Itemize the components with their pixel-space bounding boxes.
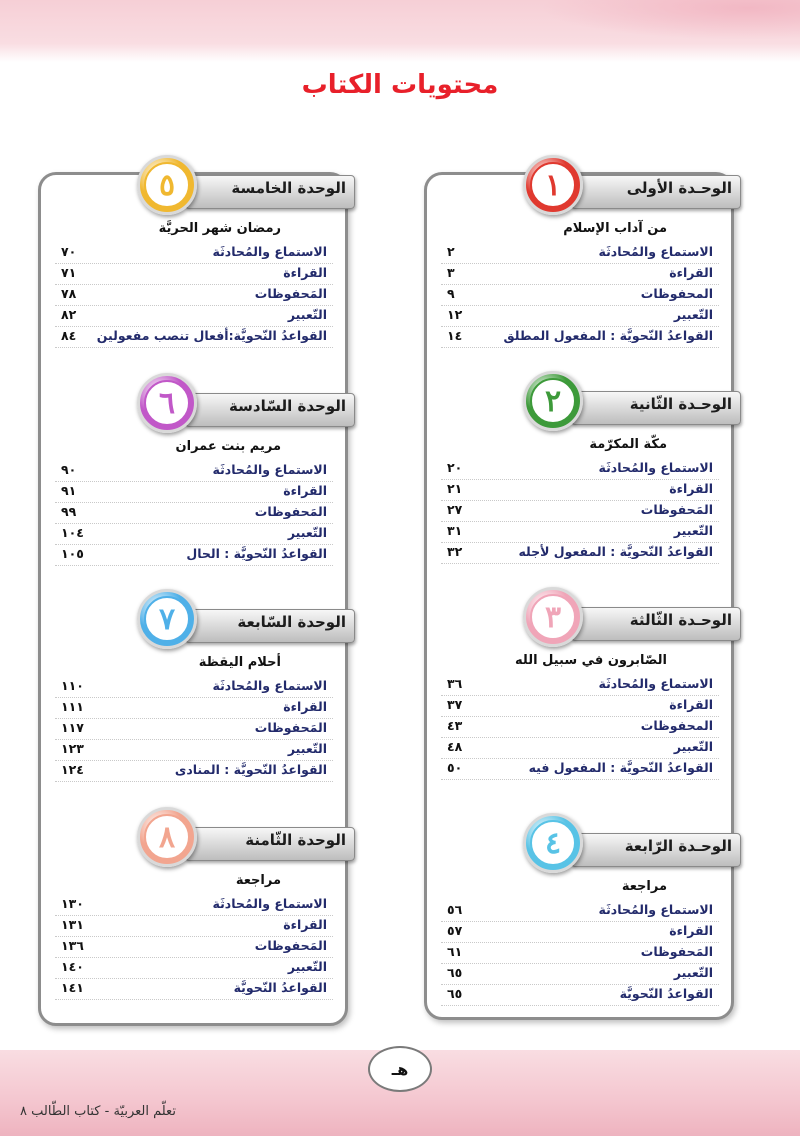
lesson-label: القراءة — [669, 697, 713, 712]
lesson-page: ٥٦ — [447, 902, 463, 917]
unit-theme: أحلام اليقظة — [198, 655, 281, 670]
lesson-page: ٧٠ — [61, 244, 77, 259]
lesson-label: القواعدُ النّحويَّة : المفعول المطلق — [503, 328, 713, 343]
unit-number-badge — [137, 155, 197, 215]
lesson-label: القواعدُ النّحويَّة — [619, 986, 713, 1001]
lesson-page: ٨٢ — [61, 307, 77, 322]
lesson-page: ٦١ — [447, 944, 463, 959]
lesson-row — [55, 306, 333, 327]
lesson-page: ١٣٠ — [61, 896, 84, 911]
unit-theme: من آداب الإسلام — [563, 221, 667, 236]
top-decorative-band — [0, 0, 800, 62]
lesson-label: القواعدُ النّحويَّة : المنادى — [174, 762, 327, 777]
lesson-page: ٢٧ — [447, 502, 463, 517]
lesson-label: التّعبير — [287, 959, 327, 974]
lesson-row — [441, 985, 719, 1006]
unit-header — [571, 175, 741, 209]
lesson-row — [55, 503, 333, 524]
lesson-label: القراءة — [283, 699, 327, 714]
lesson-label: القواعدُ النّحويَّة : الحال — [186, 546, 327, 561]
book-footer: تعلّم العربيّة - كتاب الطّالب ٨ — [20, 1104, 176, 1119]
lesson-page: ١٠٤ — [61, 525, 84, 540]
lesson-row — [441, 696, 719, 717]
lesson-label: التّعبير — [287, 307, 327, 322]
unit-theme: مريم بنت عمران — [175, 439, 281, 454]
lesson-label: الاستماع والمُحادثَة — [598, 902, 713, 917]
lesson-page: ١٤ — [447, 328, 463, 343]
lesson-list — [441, 675, 719, 780]
lesson-page: ١٣٦ — [61, 938, 84, 953]
lesson-row — [55, 761, 333, 782]
lesson-page: ٣٢ — [447, 544, 463, 559]
lesson-row — [55, 719, 333, 740]
page-title: محتويات الكتاب — [301, 70, 499, 100]
unit-header — [571, 607, 741, 641]
unit-header — [571, 391, 741, 425]
lesson-page: ١٠٥ — [61, 546, 84, 561]
lesson-page: ١١٠ — [61, 678, 84, 693]
lesson-row — [441, 243, 719, 264]
lesson-row — [441, 759, 719, 780]
lesson-page: ٦٥ — [447, 986, 463, 1001]
page-number: هـ — [368, 1046, 432, 1092]
lesson-page: ٥٧ — [447, 923, 463, 938]
lesson-page: ٩٠ — [61, 462, 77, 477]
lesson-page: ٧٨ — [61, 286, 77, 301]
lesson-label: القواعدُ النّحويَّة : المفعول لأجله — [518, 544, 713, 559]
lesson-row — [55, 740, 333, 761]
lesson-row — [55, 895, 333, 916]
lesson-label: المَحفوظات — [640, 944, 713, 959]
lesson-label: الاستماع والمُحادثَة — [212, 896, 327, 911]
lesson-page: ٣٧ — [447, 697, 463, 712]
lesson-row — [441, 943, 719, 964]
lesson-label: التّعبير — [287, 525, 327, 540]
unit-title: الوحـدة الرّابعة — [624, 837, 732, 855]
lesson-row — [55, 264, 333, 285]
lesson-list — [55, 895, 333, 1000]
unit-number-badge — [137, 373, 197, 433]
lesson-row — [441, 459, 719, 480]
lesson-label: القراءة — [283, 483, 327, 498]
unit-number-badge — [523, 587, 583, 647]
lesson-label: المحفوظات — [640, 718, 713, 733]
lesson-list — [441, 901, 719, 1006]
lesson-row — [55, 937, 333, 958]
unit-number-badge — [523, 155, 583, 215]
lesson-row — [441, 717, 719, 738]
lesson-row — [441, 922, 719, 943]
lesson-page: ٣ — [447, 265, 455, 280]
unit-title: الوحدة الثّامنة — [245, 831, 346, 849]
toc-column-left — [38, 167, 348, 1026]
unit-theme: مراجعة — [235, 873, 281, 888]
lesson-page: ٤٣ — [447, 718, 463, 733]
lesson-label: الاستماع والمُحادثَة — [598, 460, 713, 475]
unit-number: ٣ — [530, 594, 576, 640]
lesson-label: القواعدُ النّحويَّة:أفعال تنصب مفعولين — [96, 328, 327, 343]
unit-number: ٢ — [530, 378, 576, 424]
unit-number-badge — [523, 813, 583, 873]
lesson-label: القراءة — [283, 265, 327, 280]
unit-title: الوحدة السّابعة — [237, 613, 346, 631]
lesson-page: ١٢ — [447, 307, 463, 322]
unit-header — [571, 833, 741, 867]
lesson-label: التّعبير — [673, 965, 713, 980]
unit-number: ٨ — [144, 814, 190, 860]
lesson-list — [441, 243, 719, 348]
lesson-page: ٩ — [447, 286, 455, 301]
lesson-page: ٦٥ — [447, 965, 463, 980]
lesson-label: المَحفوظات — [254, 720, 327, 735]
unit-number: ١ — [530, 162, 576, 208]
lesson-label: المَحفوظات — [640, 502, 713, 517]
lesson-row — [55, 958, 333, 979]
lesson-row — [55, 285, 333, 306]
lesson-page: ١١١ — [61, 699, 84, 714]
unit-title: الوحدة السّادسة — [229, 397, 346, 415]
lesson-row — [55, 545, 333, 566]
lesson-label: المَحفوظات — [254, 504, 327, 519]
unit-header — [185, 827, 355, 861]
lesson-row — [55, 979, 333, 1000]
lesson-page: ١٤٠ — [61, 959, 84, 974]
unit-theme: مكّة المكرّمة — [589, 437, 667, 452]
lesson-list — [55, 677, 333, 782]
unit-header — [185, 609, 355, 643]
lesson-row — [441, 501, 719, 522]
lesson-page: ١٢٣ — [61, 741, 84, 756]
lesson-page: ٣١ — [447, 523, 463, 538]
lesson-page: ١١٧ — [61, 720, 84, 735]
lesson-row — [441, 964, 719, 985]
lesson-page: ٢١ — [447, 481, 463, 496]
lesson-row — [441, 675, 719, 696]
lesson-row — [441, 327, 719, 348]
lesson-label: التّعبير — [673, 307, 713, 322]
unit-title: الوحـدة الثّانية — [629, 395, 732, 413]
lesson-label: القواعدُ النّحويَّة : المفعول فيه — [528, 760, 713, 775]
lesson-row — [55, 698, 333, 719]
lesson-label: الاستماع والمُحادثَة — [598, 676, 713, 691]
unit-title: الوحـدة الأولى — [626, 179, 732, 197]
unit-header — [185, 393, 355, 427]
lesson-label: الاستماع والمُحادثَة — [212, 678, 327, 693]
lesson-label: المَحفوظات — [254, 938, 327, 953]
unit-number: ٤ — [530, 820, 576, 866]
lesson-page: ٩١ — [61, 483, 77, 498]
lesson-label: التّعبير — [673, 739, 713, 754]
lesson-page: ١٤١ — [61, 980, 84, 995]
unit-number-badge — [523, 371, 583, 431]
lesson-page: ١٣١ — [61, 917, 84, 932]
unit-number: ٦ — [144, 380, 190, 426]
lesson-label: الاستماع والمُحادثَة — [212, 244, 327, 259]
lesson-list — [55, 461, 333, 566]
lesson-page: ٣٦ — [447, 676, 463, 691]
lesson-row — [441, 480, 719, 501]
lesson-row — [55, 243, 333, 264]
lesson-row — [441, 738, 719, 759]
toc-column-right — [424, 167, 734, 1020]
lesson-row — [441, 264, 719, 285]
unit-number-badge — [137, 807, 197, 867]
lesson-page: ٢ — [447, 244, 455, 259]
lesson-page: ٨٤ — [61, 328, 77, 343]
unit-number: ٥ — [144, 162, 190, 208]
unit-number-badge — [137, 589, 197, 649]
lesson-label: الاستماع والمُحادثَة — [598, 244, 713, 259]
page-number-badge — [360, 1046, 440, 1092]
lesson-row — [441, 306, 719, 327]
unit-theme: رمضان شهر الحريَّة — [158, 221, 281, 236]
lesson-row — [441, 285, 719, 306]
lesson-page: ٥٠ — [447, 760, 463, 775]
lesson-label: الاستماع والمُحادثَة — [212, 462, 327, 477]
unit-theme: مراجعة — [621, 879, 667, 894]
lesson-row — [55, 482, 333, 503]
lesson-row — [441, 543, 719, 564]
lesson-row — [55, 916, 333, 937]
lesson-page: ٩٩ — [61, 504, 77, 519]
lesson-list — [55, 243, 333, 348]
lesson-label: القراءة — [283, 917, 327, 932]
unit-title: الوحدة الخامسة — [231, 179, 346, 197]
lesson-page: ٢٠ — [447, 460, 463, 475]
lesson-page: ١٢٤ — [61, 762, 84, 777]
unit-header — [185, 175, 355, 209]
lesson-row — [441, 901, 719, 922]
lesson-label: القواعدُ النّحويَّة — [233, 980, 327, 995]
unit-theme: الصّابرون في سبيل الله — [515, 653, 667, 668]
lesson-row — [55, 677, 333, 698]
unit-number: ٧ — [144, 596, 190, 642]
lesson-label: القراءة — [669, 265, 713, 280]
unit-title: الوحـدة الثّالثة — [629, 611, 732, 629]
lesson-page: ٤٨ — [447, 739, 463, 754]
lesson-label: القراءة — [669, 481, 713, 496]
lesson-row — [441, 522, 719, 543]
lesson-page: ٧١ — [61, 265, 77, 280]
lesson-row — [55, 327, 333, 348]
lesson-label: التّعبير — [287, 741, 327, 756]
lesson-row — [55, 461, 333, 482]
lesson-label: التّعبير — [673, 523, 713, 538]
lesson-row — [55, 524, 333, 545]
lesson-label: المحفوظات — [640, 286, 713, 301]
lesson-list — [441, 459, 719, 564]
lesson-label: القراءة — [669, 923, 713, 938]
lesson-label: المَحفوظات — [254, 286, 327, 301]
